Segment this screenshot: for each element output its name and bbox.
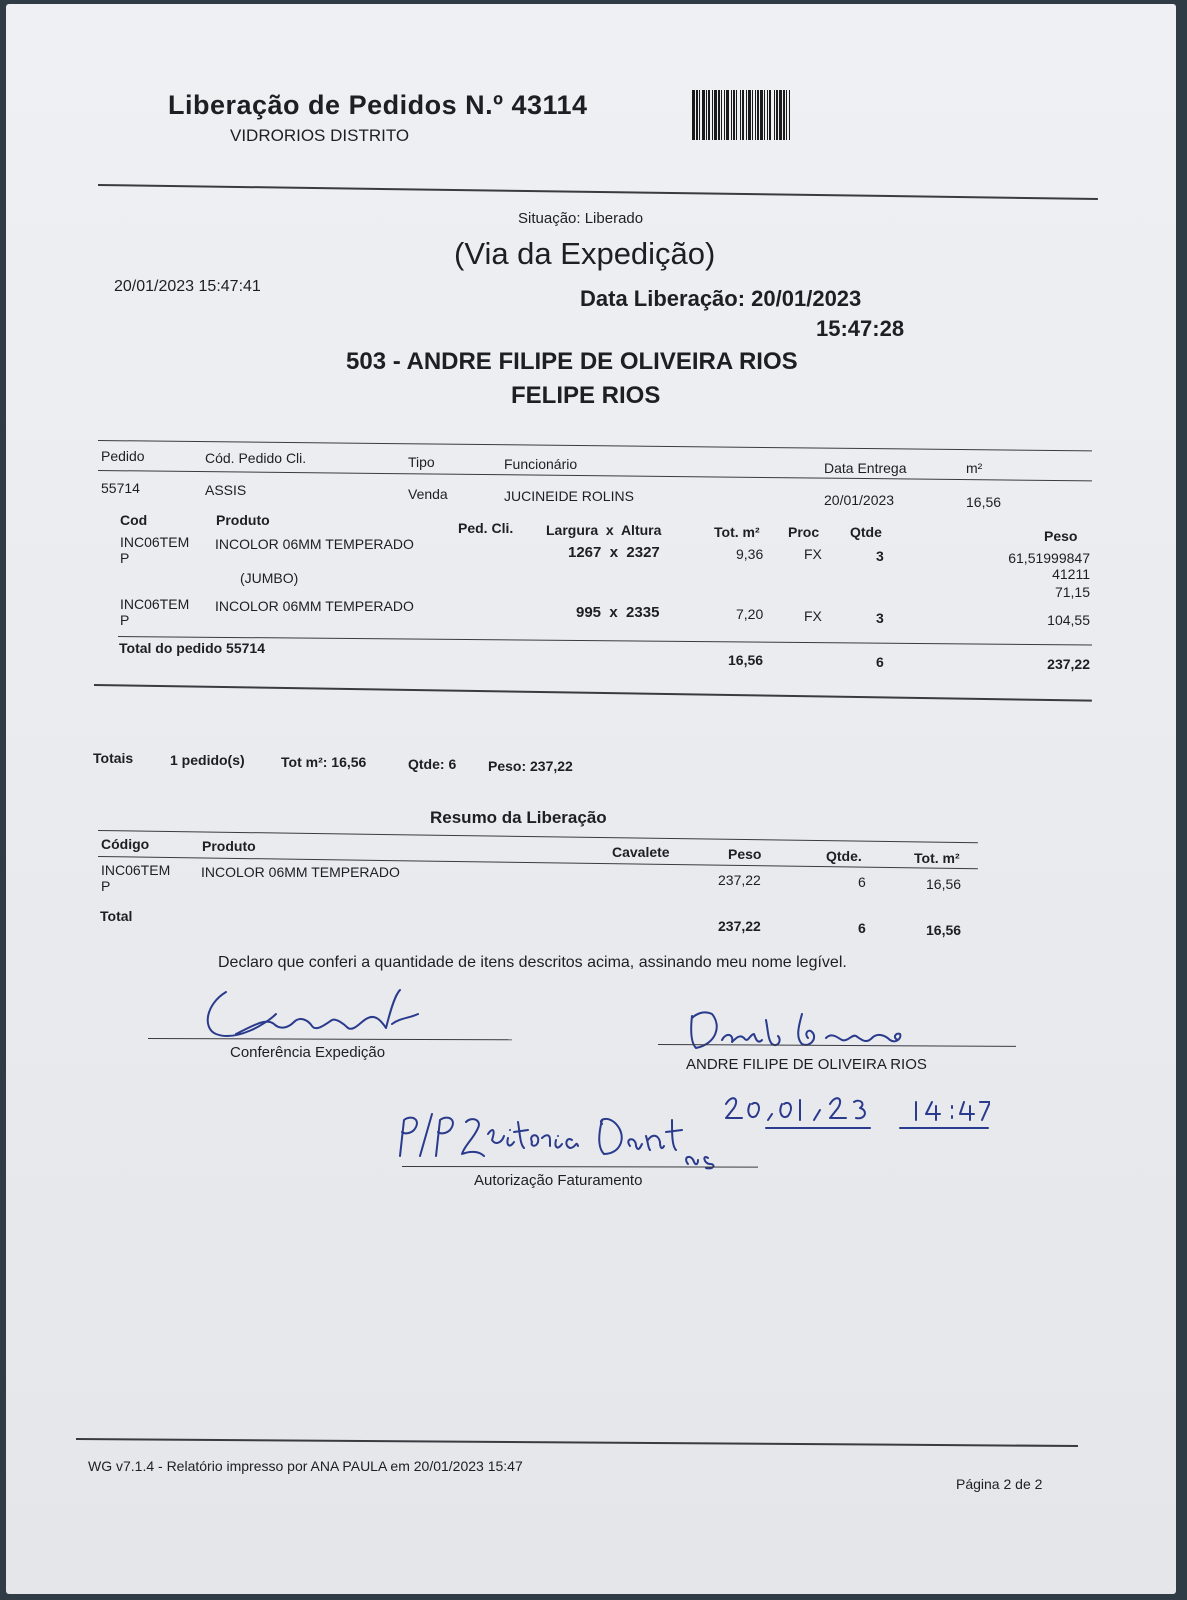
client-name: 503 - ANDRE FILIPE DE OLIVEIRA RIOS — [346, 348, 798, 375]
col-tipo: Tipo — [408, 454, 435, 470]
footer-page-number: Página 2 de 2 — [956, 1476, 1043, 1492]
total-pedido-m2: 16,56 — [728, 652, 764, 668]
total-pedido-label: Total do pedido 55714 — [119, 640, 265, 656]
item-col-dims: Largura x Altura — [546, 522, 662, 538]
resumo-qtde: 6 — [858, 874, 866, 890]
document-title: Liberação de Pedidos N.º 43114 — [168, 90, 588, 120]
resumo-total-m2: 16,56 — [926, 922, 962, 938]
item-col-cod: Cod — [120, 512, 148, 528]
col-cod-pedido-cli: Cód. Pedido Cli. — [205, 450, 307, 466]
via-label: (Via da Expedição) — [454, 236, 716, 271]
item-1-produto: INCOLOR 06MM TEMPERADO — [215, 536, 414, 552]
cliente-label: ANDRE FILIPE DE OLIVEIRA RIOS — [686, 1056, 927, 1073]
footer-printed-by: WG v7.1.4 - Relatório impresso por ANA PAULA em 20/01/2023 15:47 — [88, 1458, 523, 1474]
resumo-peso: 237,22 — [718, 872, 761, 888]
resumo-total-label: Total — [100, 908, 133, 924]
data-liberacao: Data Liberação: 20/01/2023 — [580, 286, 862, 311]
declaration-text: Declaro que conferi a quantidade de itens descritos acima, assinando meu nome legível. — [218, 954, 847, 971]
item-1-tot-m2: 9,36 — [736, 546, 764, 562]
cell-pedido: 55714 — [101, 480, 140, 496]
resumo-tot-m2: 16,56 — [926, 876, 962, 892]
totais-label: Totais — [93, 750, 134, 766]
barcode — [692, 90, 793, 140]
table-header-rule — [98, 470, 1092, 481]
resumo-total-qtde: 6 — [858, 920, 866, 936]
cliente-signature — [686, 1004, 916, 1054]
col-m2: m² — [966, 460, 983, 476]
item-1-peso-line-2: 41211 — [1052, 566, 1090, 582]
resumo-col-cavalete: Cavalete — [612, 844, 670, 860]
item-col-produto: Produto — [216, 512, 270, 528]
autorizacao-signature — [392, 1106, 752, 1170]
item-2-proc: FX — [804, 608, 822, 624]
client-nickname: FELIPE RIOS — [511, 382, 661, 409]
item-2-qtde: 3 — [876, 610, 884, 626]
item-2-produto: INCOLOR 06MM TEMPERADO — [215, 598, 414, 614]
cell-m2: 16,56 — [966, 494, 1002, 510]
item-2-cod: INC06TEM — [120, 596, 190, 612]
item-1-dims: 1267 x 2327 — [568, 544, 660, 561]
item-1-peso-line-1: 61,51999847 — [1008, 550, 1090, 566]
item-col-ped-cli: Ped. Cli. — [458, 520, 514, 536]
item-col-qtde: Qtde — [850, 524, 882, 540]
col-pedido: Pedido — [101, 448, 145, 464]
resumo-title: Resumo da Liberação — [430, 808, 607, 827]
item-1-proc: FX — [804, 546, 822, 562]
total-pedido-qtde: 6 — [876, 654, 884, 670]
totais-pedidos: 1 pedido(s) — [170, 752, 245, 768]
item-1-qtde: 3 — [876, 548, 884, 564]
totais-qtde: Qtde: 6 — [408, 756, 457, 772]
resumo-col-peso: Peso — [728, 846, 762, 862]
resumo-col-codigo: Código — [101, 836, 150, 852]
item-1-produto-extra: (JUMBO) — [240, 570, 299, 586]
footer-rule — [76, 1438, 1078, 1447]
order-section-rule — [94, 684, 1092, 702]
item-1-cod: INC06TEM — [120, 534, 190, 550]
conferencia-label: Conferência Expedição — [230, 1044, 386, 1061]
item-col-peso: Peso — [1044, 528, 1078, 544]
resumo-codigo-cont: P — [101, 878, 111, 894]
item-2-dims: 995 x 2335 — [576, 604, 660, 621]
item-2-tot-m2: 7,20 — [736, 606, 764, 622]
col-funcionario: Funcionário — [504, 456, 578, 472]
autorizacao-label: Autorização Faturamento — [474, 1172, 643, 1189]
resumo-produto: INCOLOR 06MM TEMPERADO — [201, 864, 400, 880]
barcode-gap — [790, 90, 793, 140]
col-data-entrega: Data Entrega — [824, 460, 907, 476]
company-name: VIDRORIOS DISTRITO — [230, 126, 410, 145]
item-2-peso: 104,55 — [1047, 612, 1090, 628]
item-1-peso-line-3: 71,15 — [1054, 584, 1090, 600]
totais-m2: Tot m²: 16,56 — [281, 754, 367, 770]
situacao-label: Situação: Liberado — [518, 210, 644, 227]
handwritten-date — [720, 1090, 990, 1134]
data-liberacao-time: 15:47:28 — [816, 316, 905, 341]
resumo-total-peso: 237,22 — [718, 918, 761, 934]
resumo-col-produto: Produto — [202, 838, 256, 854]
resumo-col-qtde: Qtde. — [826, 848, 862, 864]
conferencia-signature — [196, 984, 426, 1044]
item-2-cod-cont: P — [120, 612, 130, 628]
resumo-col-tot-m2: Tot. m² — [914, 850, 960, 866]
print-datetime: 20/01/2023 15:47:41 — [114, 278, 261, 295]
cell-tipo: Venda — [408, 486, 448, 502]
item-col-tot-m2: Tot. m² — [714, 524, 760, 540]
cell-cod-pedido-cli: ASSIS — [205, 482, 247, 498]
item-col-proc: Proc — [788, 524, 820, 540]
document-page — [6, 4, 1176, 1594]
totais-peso: Peso: 237,22 — [488, 758, 573, 774]
resumo-codigo: INC06TEM — [101, 862, 171, 878]
total-pedido-peso: 237,22 — [1047, 656, 1090, 672]
divider — [98, 184, 1098, 200]
item-1-cod-cont: P — [120, 550, 130, 566]
cell-data-entrega: 20/01/2023 — [824, 492, 895, 508]
cell-funcionario: JUCINEIDE ROLINS — [504, 488, 634, 504]
